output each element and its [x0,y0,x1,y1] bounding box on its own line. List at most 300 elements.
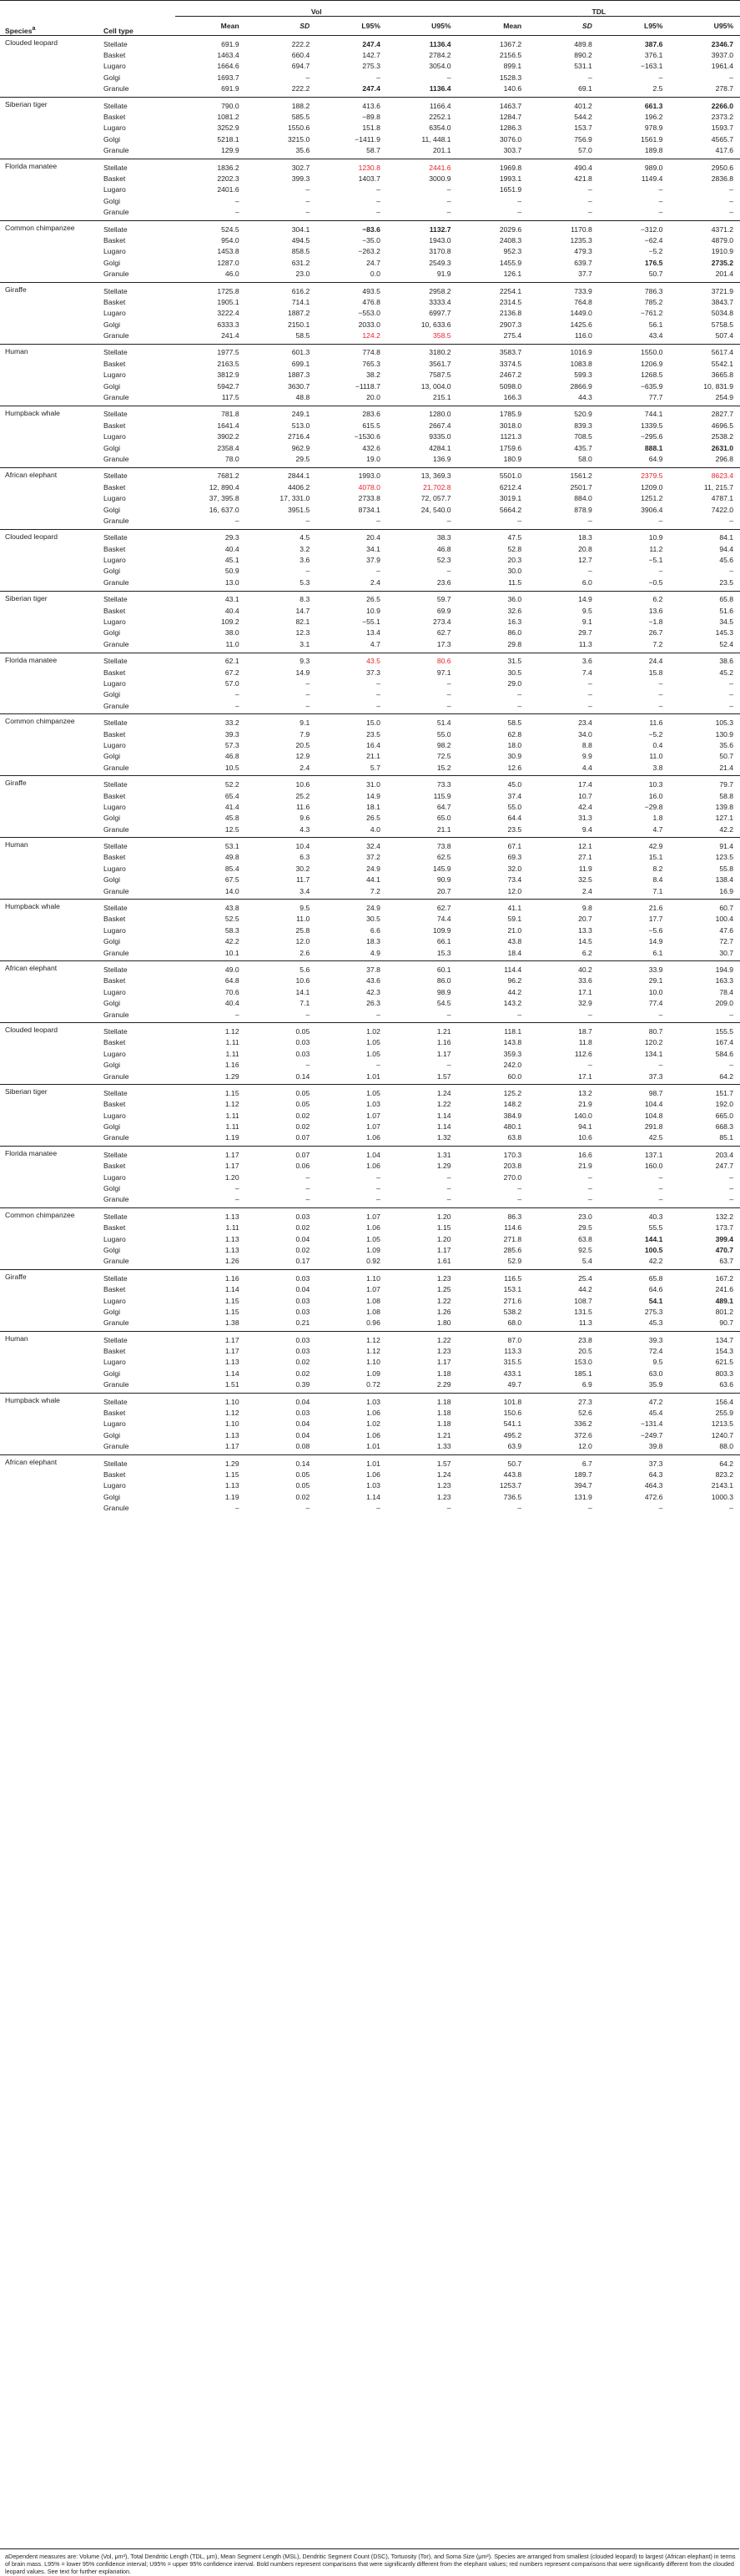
species-group [0,961,740,1023]
value-cell: 661.3 [644,101,663,110]
value-cell: 0.05 [295,1470,310,1479]
value-cell: 51.6 [719,606,734,615]
value-cell: 4371.2 [711,224,734,234]
value-cell: 70.6 [224,987,239,996]
value-cell: 129.9 [221,146,239,155]
value-cell: 45.6 [719,556,734,565]
value-cell: 4406.2 [287,482,310,492]
value-cell: 1.11 [225,1111,239,1120]
value-cell: – [517,701,522,710]
value-cell: 46.8 [224,752,239,761]
value-cell: 11.3 [578,1318,592,1328]
value-cell: 2033.0 [358,320,380,329]
value-cell: 1.20 [436,1234,451,1243]
value-cell: 131.5 [574,1307,592,1316]
value-cell: 2836.8 [711,174,734,183]
value-cell: 2358.4 [217,443,239,452]
cell-type: Lugaro [103,432,126,441]
cell-type: Lugaro [103,494,126,503]
value-cell: 12.0 [295,937,310,946]
value-cell: 0.02 [295,1111,310,1120]
value-cell: 2844.1 [287,471,310,481]
value-cell: 665.0 [715,1111,734,1120]
cell-type: Stellate [103,1150,128,1159]
value-cell: 100.4 [715,915,734,924]
value-cell: – [234,1504,239,1513]
value-cell: 23.6 [436,577,451,587]
table-row [0,1283,740,1294]
table-row [0,1009,740,1023]
cell-type: Golgi [103,320,121,329]
table-row [0,900,740,914]
value-cell: 11.5 [508,577,522,587]
value-cell: – [588,516,592,525]
value-cell: – [658,1195,663,1204]
value-cell: 20.7 [578,915,592,924]
value-cell: 1.13 [224,1234,239,1243]
value-cell: 4.9 [370,948,380,957]
header-vol-mean: Mean [220,22,239,30]
value-cell: 73.8 [436,842,451,851]
table-row [0,1379,740,1394]
value-cell: 11, 215.7 [703,482,734,492]
value-cell: 26.5 [366,814,380,823]
value-cell: 1.23 [436,1273,451,1283]
value-cell: 0.03 [295,1307,310,1316]
value-cell: 23.0 [578,1212,592,1221]
value-cell: 24.9 [366,904,380,913]
value-cell: 58.0 [578,454,592,463]
value-cell: 41.4 [224,802,239,811]
value-cell: 170.3 [503,1150,522,1159]
value-cell: 1593.7 [711,124,734,133]
value-cell: 11.0 [225,639,239,648]
value-cell: 1206.9 [641,359,663,368]
value-cell: – [658,690,663,699]
value-cell: −1530.6 [354,432,380,441]
cell-type: Basket [103,1100,126,1109]
value-cell: 25.4 [578,1273,592,1283]
header-cell-type: Cell type [103,27,133,35]
value-cell: 160.0 [644,1162,663,1171]
value-cell: 64.6 [648,1285,663,1294]
value-cell: 20.0 [366,393,380,402]
value-cell: 1725.8 [217,286,239,295]
value-cell: 7.9 [300,729,310,739]
value-cell: 413.6 [362,101,380,110]
table-row [0,667,740,678]
table-row [0,824,740,838]
value-cell: 6.7 [581,1459,592,1468]
species-group [0,36,740,98]
value-cell: 45.8 [224,814,239,823]
value-cell: 64.2 [719,1071,734,1081]
value-cell: 270.0 [503,1172,522,1182]
value-cell: 44.2 [507,987,522,996]
value-cell: 1170.8 [571,224,592,234]
cell-type: Stellate [103,1212,128,1221]
value-cell: 48.8 [295,393,310,402]
cell-type: Lugaro [103,1111,126,1120]
value-cell: 56.1 [648,320,663,329]
table-footnote: aDependent measures are: Volume (Vol, μm³), Total Dendritic Length (TDL, μm), Mean Segment Length (MSL), Dendritic Segment Count (DSC), Tortuosity (Tor), and Soma Size (μm²). Species are arranged from smallest (clouded leopard) to largest (African elephant) in terms of brain mass. L95% = lower 95% confidence interval; U95% = upper 95% confidence interval. Bold numbers represent comparisons that were significantly different from the elephant values; red numbers represent comparisons that were significantly different from the clouded leopard values. See text for further explanation. [0,2548,739,2575]
value-cell: 9.3 [300,657,310,666]
value-cell: 20.5 [578,1347,592,1356]
value-cell: 3222.4 [217,309,239,318]
value-cell: 100.5 [644,1245,663,1254]
table-row [0,1502,740,1515]
value-cell: 0.05 [295,1026,310,1036]
cell-type: Golgi [103,814,121,823]
value-cell: 29.3 [224,533,239,542]
species-name: Human [5,1334,28,1343]
value-cell: 9.6 [300,814,310,823]
value-cell: 9.5 [581,606,592,615]
cell-type: Stellate [103,224,128,234]
value-cell: 37.7 [578,270,592,279]
value-cell: 3.4 [300,886,310,895]
value-cell: 29.1 [648,976,663,986]
value-cell: 1.05 [366,1049,380,1058]
table-row [0,1110,740,1121]
value-cell: 6333.3 [217,320,239,329]
value-cell: 1.16 [224,1061,239,1070]
value-cell: 32.0 [507,864,522,873]
value-cell: 470.7 [715,1245,734,1254]
value-cell: 489.1 [715,1296,734,1305]
value-cell: 1.14 [436,1111,451,1120]
cell-type: Basket [103,1470,126,1479]
value-cell: 58.5 [295,331,310,340]
table-row [0,986,740,997]
value-cell: 432.6 [362,443,380,452]
value-cell: 163.3 [715,976,734,986]
cell-type: Lugaro [103,1172,126,1182]
value-cell: 144.1 [644,1234,663,1243]
value-cell: 3054.0 [429,62,451,71]
value-cell: 2408.3 [499,235,522,244]
value-cell: 2441.6 [429,163,451,172]
species-group [0,1393,740,1454]
value-cell: 23.0 [295,270,310,279]
value-cell: 13, 004.0 [420,381,451,391]
header-tdl-l95: L95% [643,22,663,30]
value-cell: 16, 637.0 [209,505,239,514]
cell-type: Granule [103,1442,129,1451]
value-cell: 1.05 [366,1038,380,1047]
value-cell: 105.3 [715,718,734,728]
table-row [0,936,740,947]
value-cell: 55.8 [719,864,734,873]
cell-type: Granule [103,1318,129,1328]
value-cell: 1664.6 [217,62,239,71]
value-cell: 6.6 [370,925,380,935]
header-tdl: TDL [458,1,740,17]
value-cell: 4696.5 [711,421,734,430]
table-row [0,739,740,750]
value-cell: 1.26 [436,1307,451,1316]
value-cell: 0.04 [295,1234,310,1243]
value-cell: 601.3 [291,348,310,357]
value-cell: 134.1 [644,1049,663,1058]
value-cell: – [729,690,734,699]
value-cell: 10.9 [366,606,380,615]
value-cell: 3333.4 [429,297,451,306]
value-cell: 0.02 [295,1223,310,1233]
value-cell: 114.6 [504,1223,522,1233]
value-cell: 1.13 [224,1212,239,1221]
value-cell: 35.9 [648,1380,663,1389]
cell-type: Stellate [103,1026,128,1036]
value-cell: 4.5 [300,533,310,542]
value-cell: 9.1 [581,618,592,627]
value-cell: 9.1 [300,718,310,728]
value-cell: 40.4 [224,544,239,553]
value-cell: 104.4 [644,1100,663,1109]
value-cell: 11.0 [296,915,310,924]
value-cell: – [729,679,734,688]
table-row [0,678,740,688]
value-cell: 98.7 [648,1088,663,1097]
value-cell: 58.3 [224,925,239,935]
value-cell: 1284.7 [499,113,522,122]
value-cell: 24.4 [648,657,663,666]
table-row [0,72,740,83]
value-cell: 54.1 [648,1296,663,1305]
value-cell: 0.72 [366,1380,380,1389]
value-cell: −89.8 [362,113,380,122]
table-row [0,391,740,406]
value-cell: 59.1 [507,915,522,924]
value-cell: 60.7 [719,904,734,913]
table-row [0,1161,740,1172]
value-cell: – [729,516,734,525]
cell-type: Stellate [103,1459,128,1468]
value-cell: 524.5 [221,224,239,234]
value-cell: 3906.4 [641,505,663,514]
cell-type: Lugaro [103,185,126,194]
value-cell: 104.8 [644,1111,663,1120]
cell-type: Golgi [103,1184,121,1193]
value-cell: 77.4 [648,999,663,1008]
value-cell: 41.1 [507,904,522,913]
value-cell: – [658,516,663,525]
value-cell: 2150.1 [287,320,310,329]
value-cell: 1.21 [436,1430,451,1439]
value-cell: 1.06 [366,1223,380,1233]
value-cell: 5098.0 [499,381,522,391]
value-cell: 285.6 [503,1245,522,1254]
value-cell: 10.3 [648,780,663,789]
value-cell: – [658,185,663,194]
value-cell: 302.7 [291,163,310,172]
value-cell: 37, 395.8 [209,494,239,503]
value-cell: 3374.5 [499,359,522,368]
cell-type: Stellate [103,471,128,481]
value-cell: 47.6 [719,925,734,935]
value-cell: 189.7 [574,1470,592,1479]
value-cell: 433.1 [503,1369,522,1378]
value-cell: 0.03 [295,1273,310,1283]
table-row [0,1270,740,1284]
value-cell: 23.5 [719,577,734,587]
value-cell: −5.2 [648,247,663,256]
species-name: Humpback whale [5,902,60,911]
cell-type: Basket [103,1285,126,1294]
table-row [0,123,740,134]
table-row [0,751,740,762]
value-cell: 1.02 [366,1026,380,1036]
value-cell: – [658,701,663,710]
value-cell: 7.1 [652,886,663,895]
value-cell: 2735.2 [711,258,734,267]
cell-type: Lugaro [103,62,126,71]
value-cell: 26.3 [366,999,380,1008]
value-cell: 30.5 [366,915,380,924]
value-cell: 10.9 [648,533,663,542]
value-cell: 13.0 [224,577,239,587]
value-cell: 954.0 [221,235,239,244]
value-cell: 69.3 [507,853,522,862]
value-cell: 34.5 [719,618,734,627]
value-cell: 1.29 [224,1071,239,1081]
value-cell: 57.0 [578,146,592,155]
table-row [0,234,740,245]
value-cell: 52.9 [507,1257,522,1266]
value-cell: 11.0 [649,752,663,761]
value-cell: 1339.5 [641,421,663,430]
value-cell: 0.02 [295,1369,310,1378]
value-cell: 2907.3 [499,320,522,329]
value-cell: 91.4 [719,842,734,851]
value-cell: 3.8 [652,763,663,772]
value-cell: 94.1 [578,1122,592,1132]
value-cell: 3902.2 [217,432,239,441]
table-row [0,61,740,72]
table-row [0,605,740,616]
value-cell: 167.4 [715,1038,734,1047]
value-cell: 94.4 [719,544,734,553]
value-cell: 387.6 [644,39,663,48]
species-name: Siberian tiger [5,99,48,108]
value-cell: – [376,208,380,217]
value-cell: −312.0 [640,224,663,234]
value-cell: 3721.9 [711,286,734,295]
value-cell: 201.1 [433,146,451,155]
cell-type: Basket [103,976,126,986]
value-cell: 733.9 [574,286,592,295]
value-cell: 6997.7 [429,309,451,318]
value-cell: – [305,1195,310,1204]
value-cell: 10.6 [295,976,310,986]
value-cell: – [446,73,451,82]
species-name: Common chimpanzee [5,717,75,726]
species-group [0,1147,740,1208]
value-cell: 0.02 [295,1358,310,1367]
value-cell: 57.0 [224,679,239,688]
cell-type: Stellate [103,1088,128,1097]
value-cell: 222.2 [291,84,310,93]
cell-type: Golgi [103,1369,121,1378]
value-cell: 72, 057.7 [420,494,451,503]
value-cell: – [376,1504,380,1513]
value-cell: 23.4 [578,718,592,728]
value-cell: 6354.0 [429,124,451,133]
value-cell: 1.18 [436,1369,451,1378]
value-cell: 1.18 [436,1419,451,1429]
cell-type: Basket [103,544,126,553]
table-row [0,145,740,159]
value-cell: 1.08 [366,1307,380,1316]
value-cell: 5218.1 [217,134,239,144]
value-cell: – [658,1184,663,1193]
value-cell: 4078.0 [358,482,380,492]
value-cell: 32.5 [578,875,592,885]
value-cell: 1.13 [224,1245,239,1254]
value-cell: 1.03 [366,1397,380,1406]
value-cell: −1.8 [648,618,663,627]
value-cell: 32.6 [507,606,522,615]
value-cell: 1166.4 [429,101,451,110]
value-cell: 241.6 [715,1285,734,1294]
table-row [0,1469,740,1480]
value-cell: 2373.2 [711,113,734,122]
value-cell: 736.5 [503,1492,522,1501]
table-row [0,370,740,381]
cell-type: Stellate [103,1397,128,1406]
value-cell: – [305,185,310,194]
value-cell: 1000.3 [711,1492,734,1501]
value-cell: 639.7 [574,258,592,267]
value-cell: 7422.0 [711,505,734,514]
table-row [0,1419,740,1429]
value-cell: 74.4 [436,915,451,924]
cell-type: Granule [103,701,129,710]
table-row [0,481,740,492]
cell-type: Basket [103,482,126,492]
value-cell: 9.8 [581,904,592,913]
value-cell: – [588,1195,592,1204]
cell-type: Basket [103,1162,126,1171]
value-cell: 23.8 [578,1335,592,1344]
value-cell: 35.6 [719,740,734,749]
value-cell: 29.0 [507,679,522,688]
value-cell: 3951.5 [287,505,310,514]
species-group [0,97,740,159]
value-cell: 3561.7 [429,359,451,368]
value-cell: 247.4 [362,84,380,93]
value-cell: 2.4 [370,577,380,587]
value-cell: 0.04 [295,1419,310,1429]
value-cell: 1993.1 [499,174,522,183]
value-cell: 17.4 [578,780,592,789]
table-row [0,1085,740,1099]
value-cell: – [446,1504,451,1513]
value-cell: 64.4 [507,814,522,823]
value-cell: 1.29 [436,1162,451,1171]
value-cell: 1209.0 [641,482,663,492]
value-cell: −55.1 [362,618,380,627]
value-cell: 1910.9 [711,247,734,256]
value-cell: 97.1 [436,668,451,677]
value-cell: 15.8 [648,668,663,677]
cell-type: Lugaro [103,247,126,256]
value-cell: 9335.0 [429,432,451,441]
value-cell: 55.0 [507,802,522,811]
value-cell: 283.6 [362,410,380,419]
value-cell: 11.3 [578,639,592,648]
value-cell: 18.4 [507,948,522,957]
